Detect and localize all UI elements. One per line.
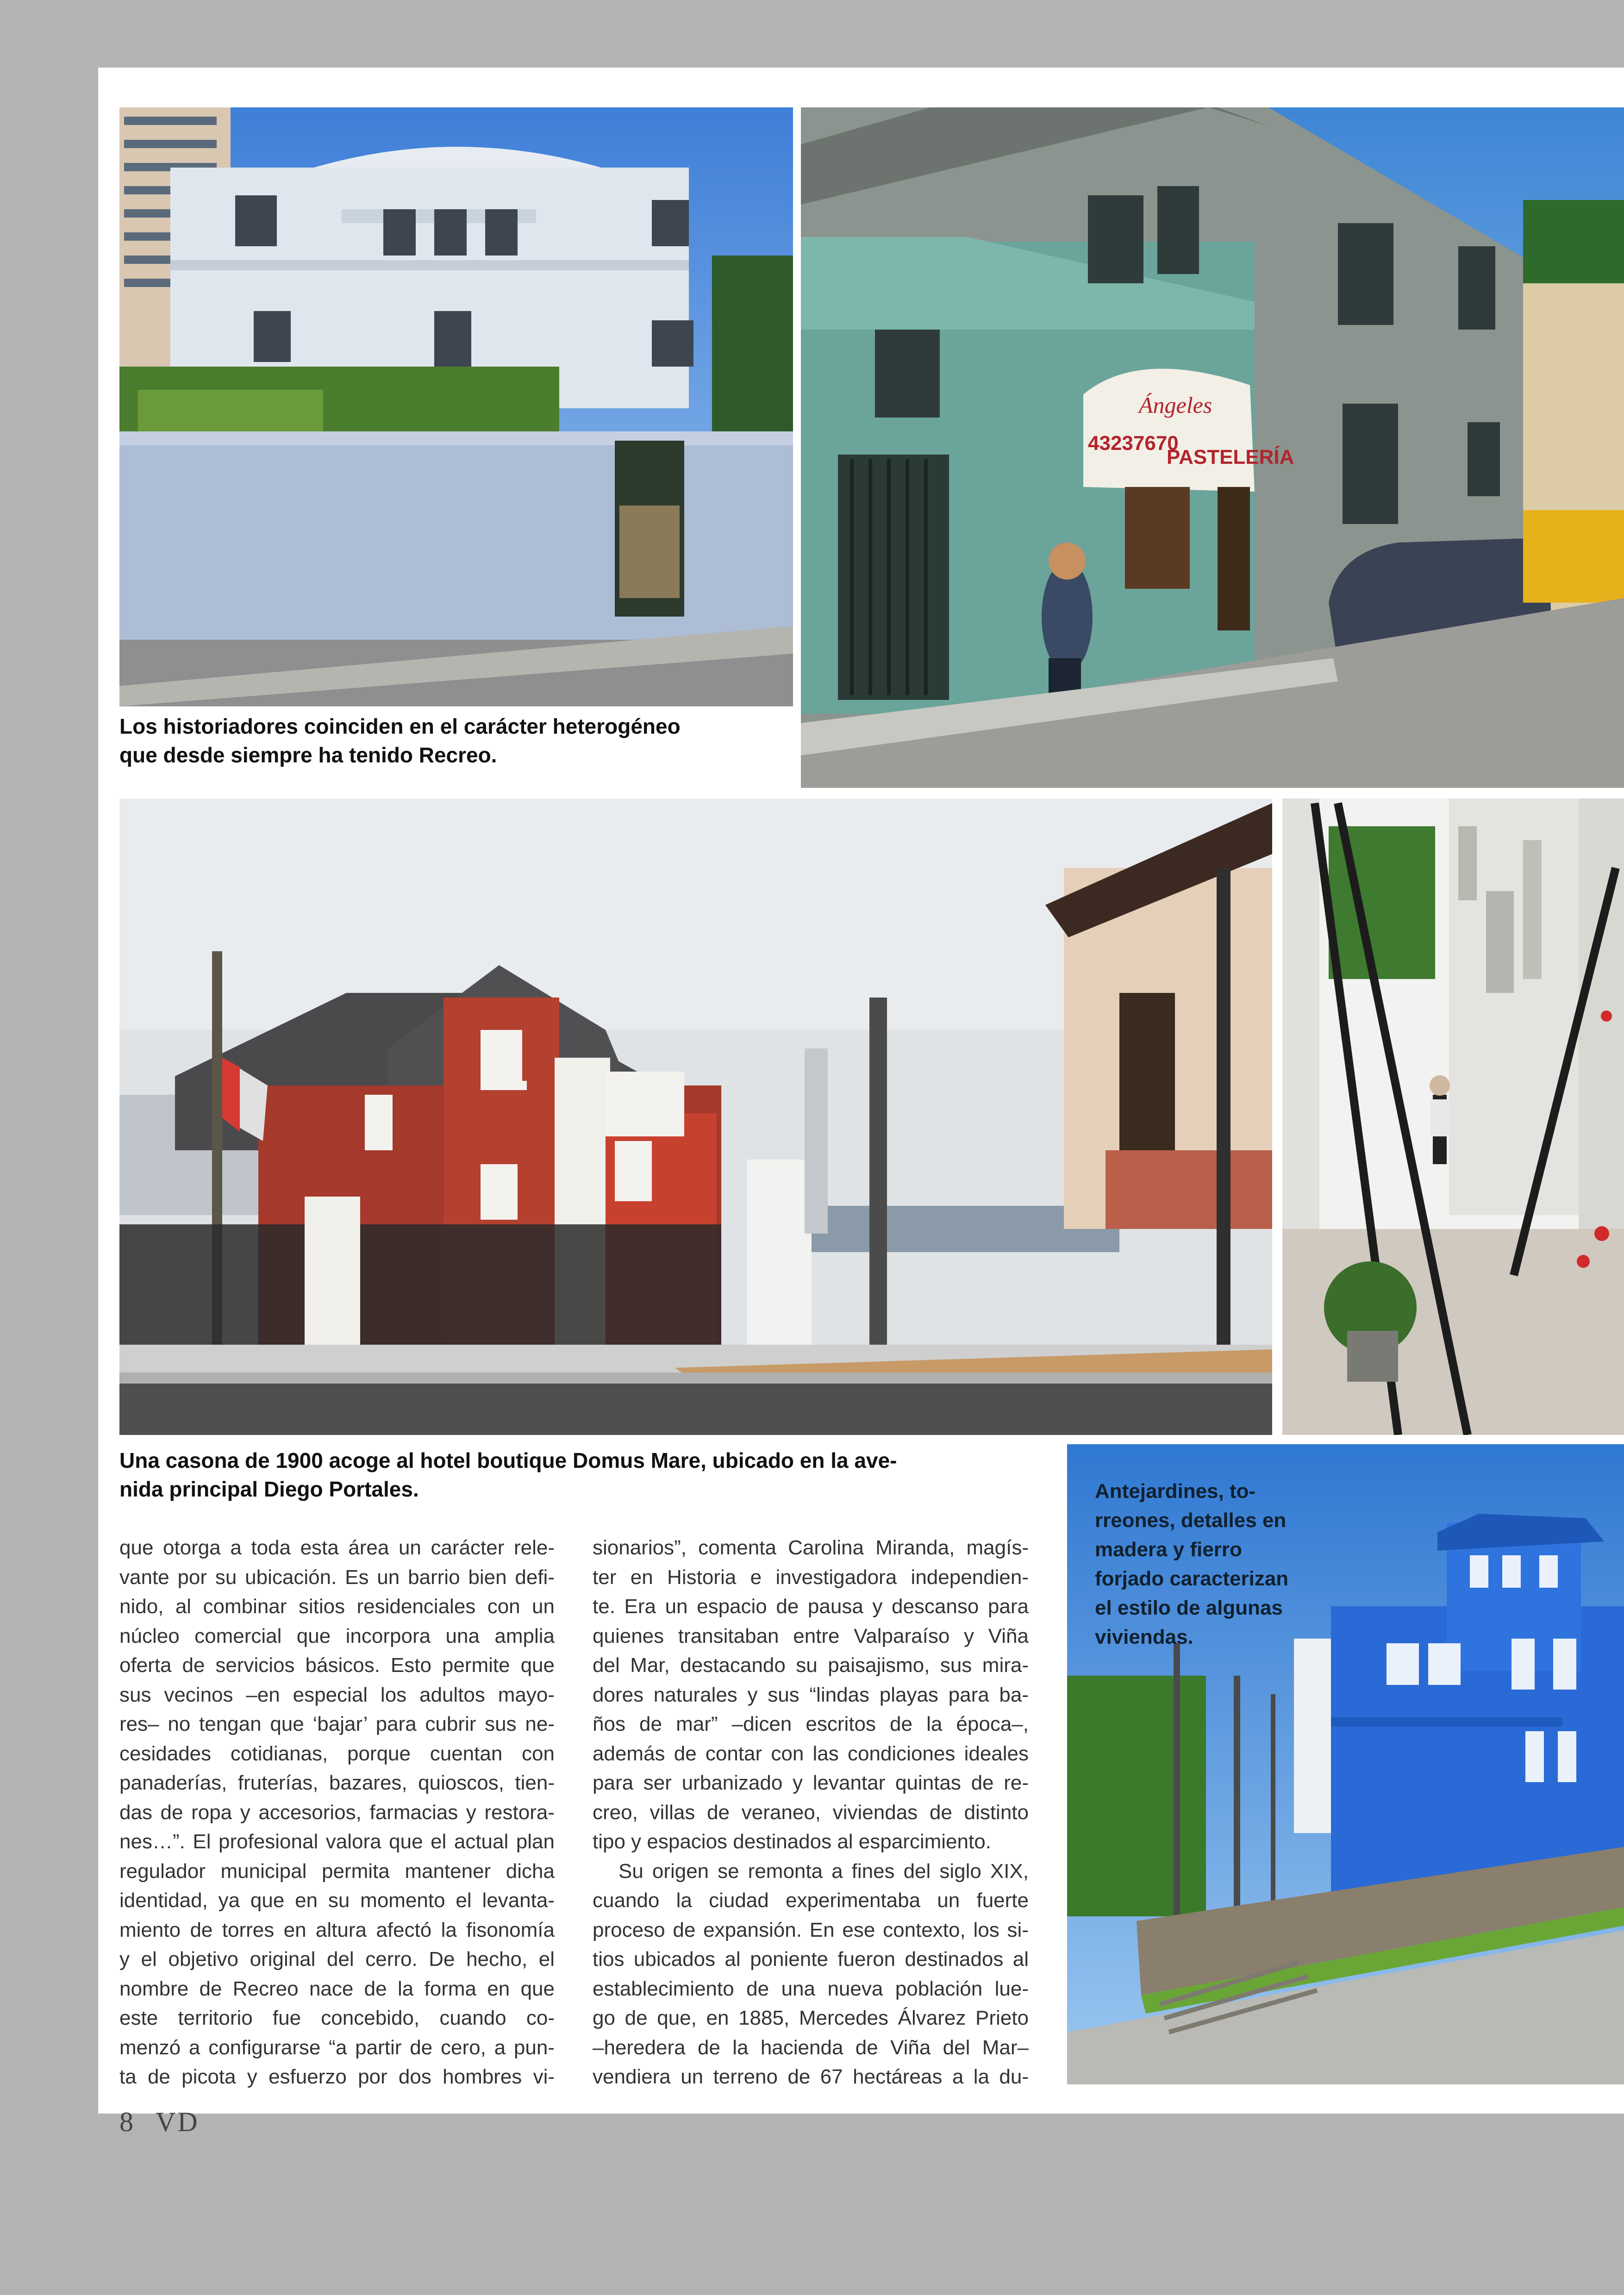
awning-brand-text: Ángeles [1139,392,1212,418]
article-line: identidad, ya que en su momento el levanta- [119,1889,555,1912]
caption-top-line-1: Los historiadores coinciden en el carácter heterogéneo [119,714,681,738]
article-line: ños de mar” –dicen escritos de la época–, [593,1713,1029,1735]
article-line: nombre de Recreo nace de la forma en que [119,1977,555,2000]
page-folio [119,2106,200,2138]
awning-phone-text: 43237670 [1088,432,1179,455]
article-line: ter en Historia e investigadora independien- [593,1565,1029,1589]
caption-top-line-2: que desde siempre ha tenido Recreo. [119,743,497,767]
caption-middle-line-2: nida principal Diego Portales. [119,1477,419,1501]
photo-white-house [119,107,793,706]
caption-overlay [1095,1477,1336,1652]
caption-overlay-line-5: el estilo de algunas [1095,1597,1283,1619]
caption-overlay-line-6: viviendas. [1095,1626,1193,1648]
article-line: dores naturales y sus “lindas playas para ba- [593,1683,1029,1706]
article-line: este territorio fue concebido, cuando co- [119,2007,555,2029]
article-line: además de contar con las condiciones ideales [593,1742,1029,1765]
article-line: sus vecinos –en especial los adultos mayo- [119,1683,555,1706]
caption-overlay-line-1: Antejardines, to- [1095,1480,1256,1503]
article-line: y el objetivo original del cerro. De hecho, el [119,1948,555,1971]
caption-top [119,712,786,769]
page-number: 8 [119,2107,135,2137]
article-line: proceso de expansión. En ese contexto, los si- [593,1918,1029,1941]
article-line: go de que, en 1885, Mercedes Álvarez Prieto [593,2007,1029,2029]
article-line: regulador municipal permita mantener dicha [119,1859,555,1883]
article-line: vante por su ubicación. Es un barrio bien defi- [119,1565,555,1589]
article-line: del Mar, destacando su paisajismo, sus mira- [593,1654,1029,1677]
article-line: –heredera de la hacienda de Viña del Mar– [593,2036,1029,2059]
caption-middle-line-1: Una casona de 1900 acoge al hotel boutique Domus Mare, ubicado en la ave- [119,1448,897,1472]
article-line: miento de torres en altura afectó la fisonomía [119,1918,555,1941]
article-line: núcleo comercial que incorpora una amplia [119,1624,555,1647]
article-line: tios ubicados al poniente fueron destinados al [593,1948,1029,1971]
photo-pasteleria-street [801,107,1624,788]
article-line: te. Era un espacio de pausa y descanso para [593,1595,1029,1618]
caption-middle [119,1446,1050,1503]
magazine-name: VD [156,2107,200,2137]
article-line: cesidades cotidianas, porque cuentan con [119,1742,555,1765]
article-line: nes…”. El profesional valora que el actual plan [119,1830,555,1853]
article-line: nido, al combinar sitios residenciales con un [119,1595,555,1618]
caption-overlay-line-3: madera y fierro [1095,1538,1242,1561]
article-line: panaderías, fruterías, bazares, quioscos, tien- [119,1771,555,1794]
article-line: que otorga a toda esta área un carácter rele- [119,1536,555,1559]
article-line: res– no tengan que ‘bajar’ para cubrir sus ne- [119,1713,555,1735]
article-column-1 [119,1533,555,2092]
photo-domus-mare [119,798,1272,1435]
article-line: para ser urbanizado y levantar quintas de re- [593,1771,1029,1794]
photo-cemetery [1282,798,1624,1435]
article-line: cuando la ciudad experimentaba un fuerte [593,1889,1029,1912]
caption-overlay-line-4: forjado caracterizan [1095,1567,1289,1590]
article-line: sionarios”, comenta Carolina Miranda, magís- [593,1536,1029,1559]
article-column-2 [593,1533,1029,2092]
article-line: vendiera un terreno de 67 hectáreas a la du- [593,2065,1029,2088]
caption-overlay-line-2: rreones, detalles en [1095,1509,1287,1532]
article-line: oferta de servicios básicos. Esto permite que [119,1654,555,1677]
article-line: tipo y espacios destinados al esparcimiento. [593,1830,991,1853]
article-line: ta de picota y esfuerzo por dos hombres vi- [119,2065,555,2088]
awning-shop-text: PASTELERÍA [1167,446,1294,468]
article-line: das de ropa y accesorios, farmacias y restora- [119,1801,555,1824]
article-line: quienes transitaban entre Valparaíso y Viña [593,1624,1029,1647]
article-line: Su origen se remonta a fines del siglo XIX, [618,1859,1029,1883]
article-line: creo, villas de veraneo, viviendas de distinto [593,1801,1029,1824]
article-line: menzó a configurarse “a partir de cero, a pun- [119,2036,555,2059]
article-line: establecimiento de una nueva población lue- [593,1977,1029,2000]
